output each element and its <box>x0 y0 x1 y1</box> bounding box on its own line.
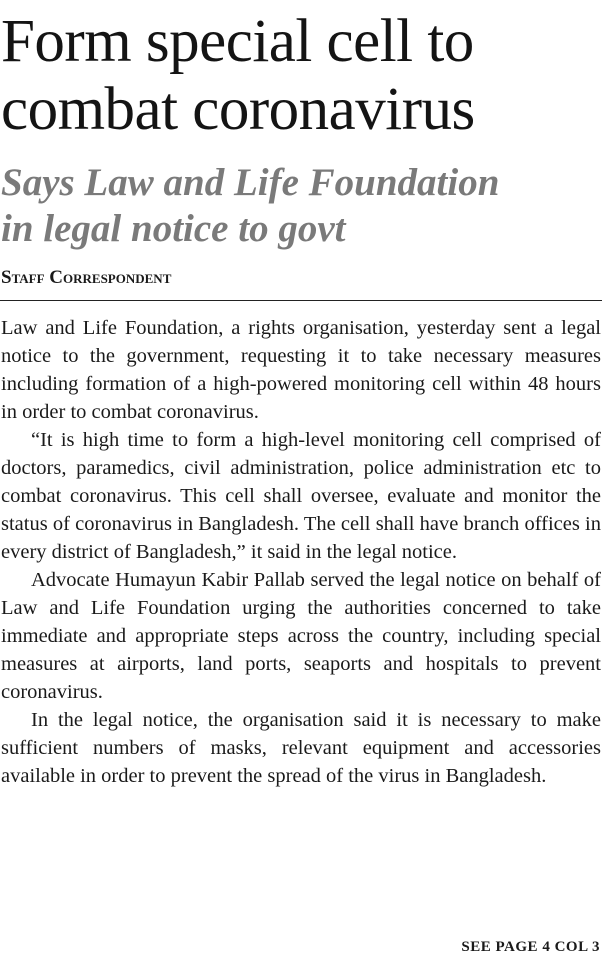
paragraph-4: In the legal notice, the organisation said it is necessary to make sufficient numbers of masks, relevant equipment and accessories available in order to prevent the spread of the virus in Bangladesh. <box>1 709 601 787</box>
headline-line-1: Form special cell to <box>1 8 474 75</box>
subheadline <box>1 160 601 252</box>
paragraph-2: “It is high time to form a high-level monitoring cell comprised of doctors, paramedics, civil administration, police administration etc to combat coronavirus. This cell shall oversee, evaluate and monitor the status of coronavirus in Bangladesh. The cell shall have branch offices in every district of Bangladesh,” it said in the legal notice. <box>1 429 601 563</box>
headline <box>1 8 601 144</box>
subheadline-line-1: Says Law and Life Foundation <box>1 161 500 204</box>
continuation-note: SEE PAGE 4 COL 3 <box>461 939 600 955</box>
divider-rule <box>0 300 602 301</box>
headline-line-2: combat coronavirus <box>1 76 475 143</box>
subheadline-line-2: in legal notice to govt <box>1 207 346 250</box>
byline: Staff Correspondent <box>1 267 172 288</box>
paragraph-1: Law and Life Foundation, a rights organisation, yesterday sent a legal notice to the government, requesting it to take necessary measures including formation of a high-powered monitoring cell within 48 hours in order to combat coronavirus. <box>1 317 601 423</box>
paragraph-3: Advocate Humayun Kabir Pallab served the legal notice on behalf of Law and Life Foundation urging the authorities concerned to take immediate and appropriate steps across the country, including special measures at airports, land ports, seaports and hospitals to prevent coronavirus. <box>1 569 601 703</box>
article-body <box>1 314 601 790</box>
